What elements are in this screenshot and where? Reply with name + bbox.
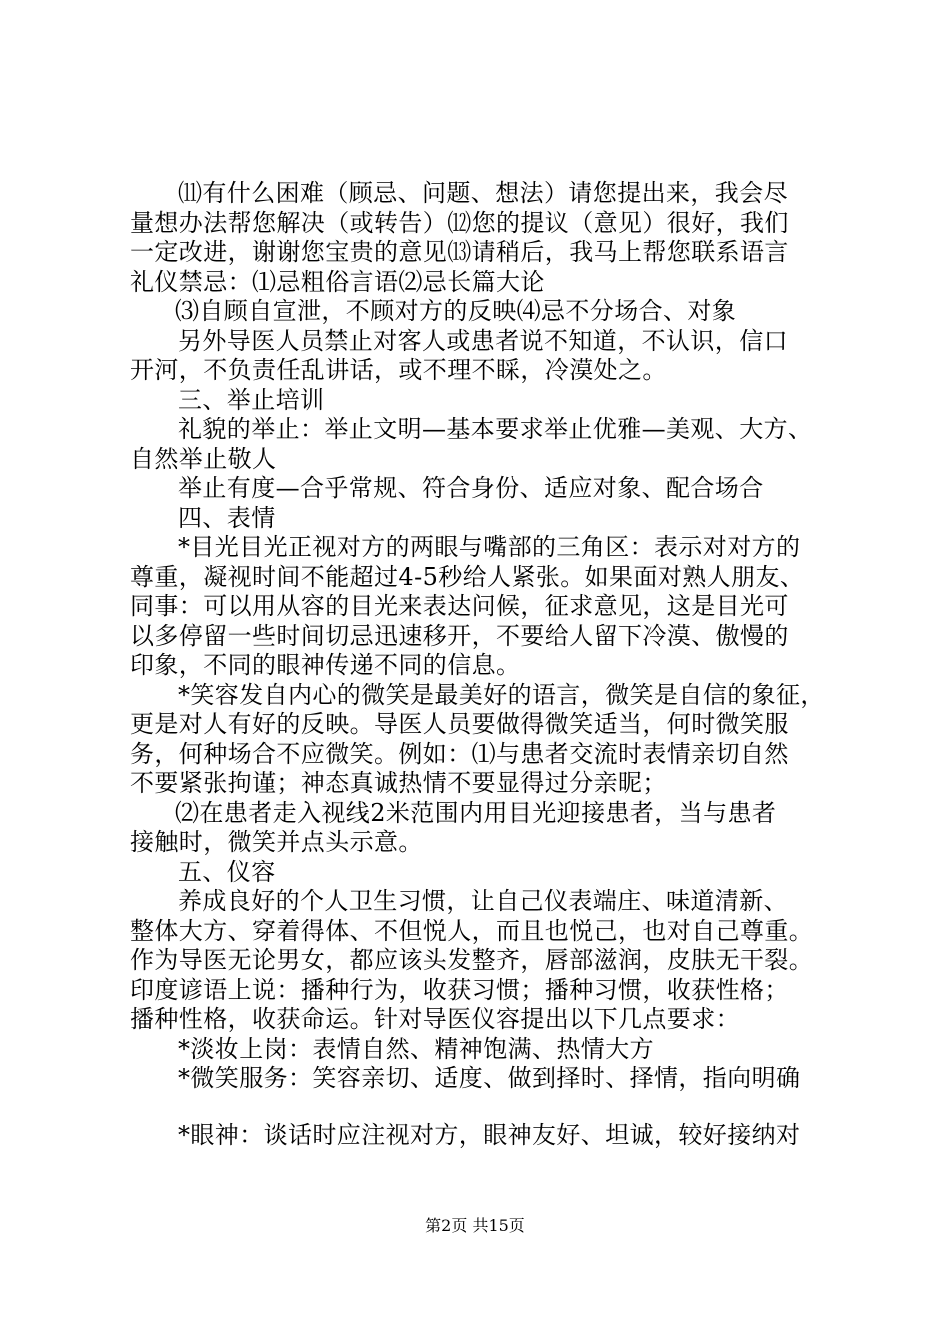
paragraph-line: 自然举止敬人 bbox=[130, 444, 277, 473]
paragraph-line: *目光目光正视对方的两眼与嘴部的三角区：表示对对方的 bbox=[178, 533, 801, 561]
paragraph-line: *笑容发自内心的微笑是最美好的语言，微笑是自信的象征， bbox=[178, 680, 825, 709]
paragraph-line: ⑵在患者走入视线2米范围内用目光迎接患者，当与患者 bbox=[175, 798, 777, 827]
paragraph-line: 务，何种场合不应微笑。例如：⑴与患者交流时表情亲切自然 bbox=[130, 739, 789, 768]
paragraph-line: *微笑服务：笑容亲切、适度、做到择时、择情，指向明确 bbox=[178, 1064, 801, 1092]
paragraph-line: 播种性格，收获命运。针对导医仪容提出以下几点要求： bbox=[130, 1005, 740, 1033]
paragraph-line: *眼神：谈话时应注视对方，眼神友好、坦诚，较好接纳对 bbox=[178, 1120, 801, 1149]
paragraph-line: ⑶自顾自宣泄，不顾对方的反映⑷忌不分场合、对象 bbox=[175, 297, 737, 325]
paragraph-line: 举止有度—合乎常规、符合身份、适应对象、配合场合 bbox=[178, 474, 764, 502]
paragraph-line: *淡妆上岗：表情自然、精神饱满、热情大方 bbox=[178, 1034, 654, 1063]
paragraph-line: 尊重，凝视时间不能超过4-5秒给人紧张。如果面对熟人朋友、 bbox=[130, 562, 805, 591]
paragraph-line: 量想办法帮您解决（或转告）⑿您的提议（意见）很好，我们 bbox=[130, 208, 789, 237]
document-body bbox=[130, 179, 830, 1150]
paragraph-line: 印象，不同的眼神传递不同的信息。 bbox=[130, 651, 521, 679]
page-footer bbox=[0, 1216, 950, 1236]
section-heading: 三、举止培训 bbox=[178, 385, 325, 414]
section-heading: 四、表情 bbox=[178, 503, 276, 532]
paragraph-line: 另外导医人员禁止对客人或患者说不知道，不认识，信口 bbox=[178, 326, 788, 355]
paragraph-line: 接触时，微笑并点头示意。 bbox=[130, 828, 423, 856]
paragraph-line: 以多停留一些时间切忌迅速移开，不要给人留下冷漠、傲慢的 bbox=[130, 621, 789, 650]
paragraph-line: ⑾有什么困难（顾忌、问题、想法）请您提出来，我会尽 bbox=[178, 179, 788, 207]
paragraph-line: 一定改进，谢谢您宝贵的意见⒀请稍后，我马上帮您联系语言 bbox=[130, 238, 789, 266]
paragraph-line: 开河，不负责任乱讲话，或不理不睬，冷漠处之。 bbox=[130, 356, 667, 384]
paragraph-line: 作为导医无论男女，都应该头发整齐，唇部滋润，皮肤无干裂。 bbox=[130, 946, 814, 974]
paragraph-line: 印度谚语上说：播种行为，收获习惯；播种习惯，收获性格； bbox=[130, 975, 789, 1004]
paragraph-line: 礼仪禁忌：⑴忌粗俗言语⑵忌长篇大论 bbox=[130, 267, 545, 296]
paragraph-line: 养成良好的个人卫生习惯，让自己仪表端庄、味道清新、 bbox=[178, 887, 788, 915]
paragraph-line: 礼貌的举止：举止文明—基本要求举止优雅—美观、大方、 bbox=[178, 415, 813, 443]
paragraph-gap bbox=[130, 1094, 830, 1121]
page-number: 第2页 共15页 bbox=[425, 1216, 525, 1235]
section-heading: 五、仪容 bbox=[178, 857, 276, 886]
paragraph-line: 更是对人有好的反映。导医人员要做得微笑适当，何时微笑服 bbox=[130, 710, 789, 738]
paragraph-line: 同事：可以用从容的目光来表达问候，征求意见，这是目光可 bbox=[130, 592, 789, 620]
paragraph-line: 整体大方、穿着得体、不但悦人，而且也悦己，也对自己尊重。 bbox=[130, 916, 814, 945]
paragraph-line: 不要紧张拘谨；神态真诚热情不要显得过分亲昵； bbox=[130, 769, 667, 797]
